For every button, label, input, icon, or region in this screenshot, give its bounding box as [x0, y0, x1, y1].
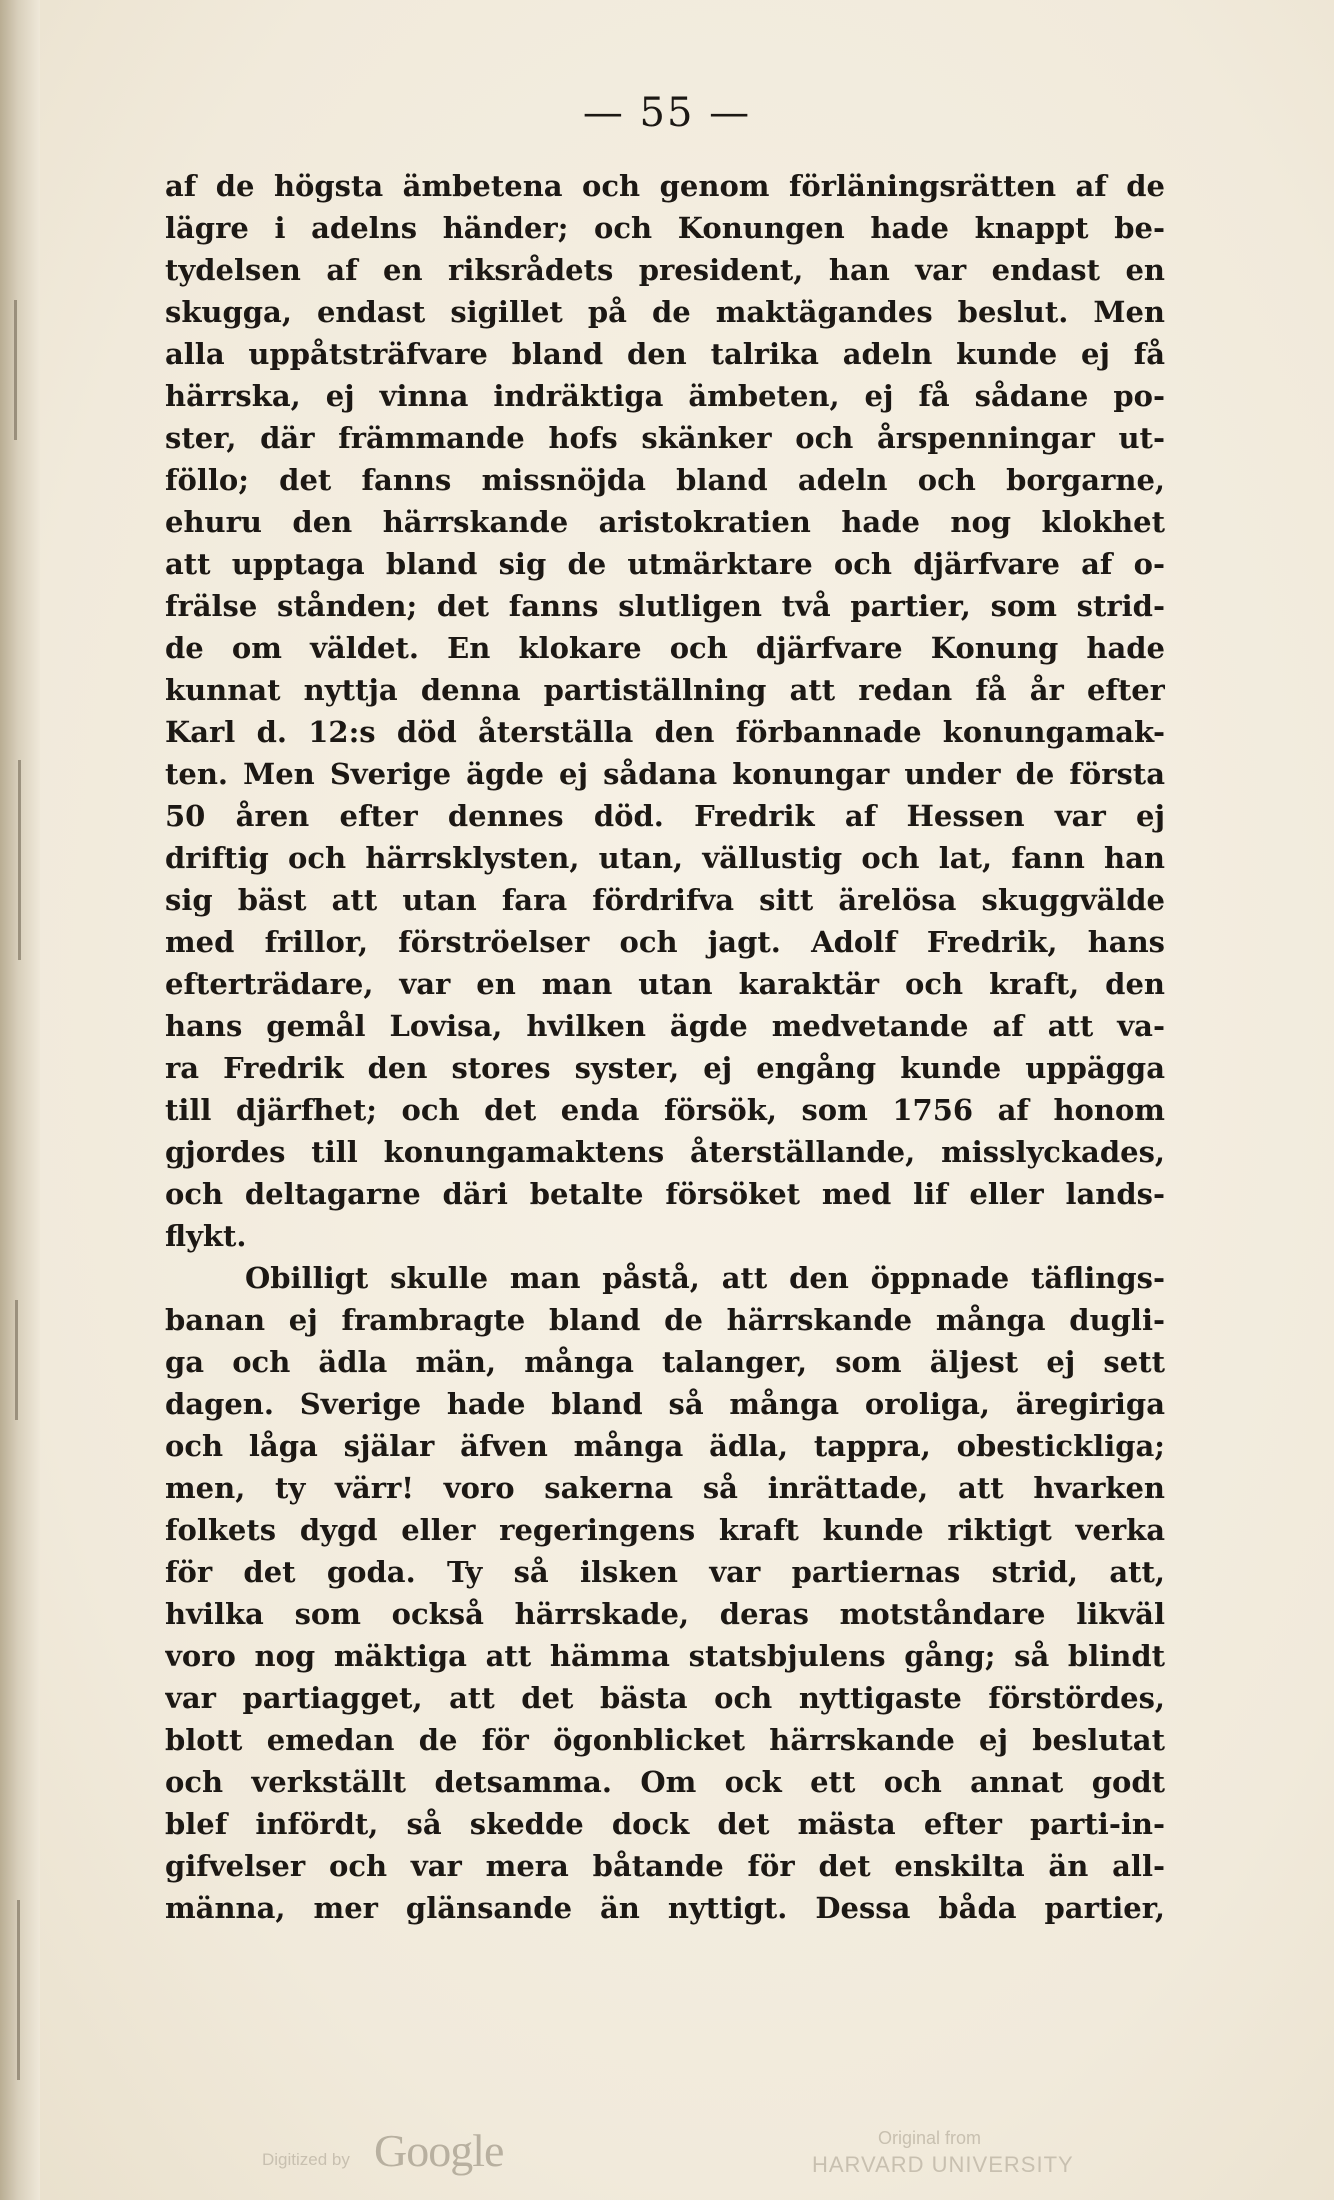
text-line: var partiagget, att det bästa och nyttigaste förstördes,: [165, 1681, 1165, 1715]
paragraph-2: [165, 1257, 1165, 1929]
page-number: — 55 —: [582, 90, 752, 136]
text-line: 50 åren efter dennes död. Fredrik af Hessen var ej: [165, 799, 1165, 833]
text-line: de om väldet. En klokare och djärfvare Konung hade: [165, 631, 1165, 665]
text-line: hvilka som också härrskade, deras motståndare likväl: [165, 1597, 1165, 1631]
text-line: härrska, ej vinna indräktiga ämbeten, ej få sådane po-: [165, 379, 1165, 413]
text-line: frälse stånden; det fanns slutligen två partier, som strid-: [165, 589, 1165, 623]
digitization-footer: [0, 2125, 1334, 2188]
text-line: sig bäst att utan fara fördrifva sitt ärelösa skuggvälde: [165, 883, 1165, 917]
text-line: alla uppåtsträfvare bland den talrika adeln kunde ej få: [165, 337, 1165, 371]
text-line: männa, mer glänsande än nyttigt. Dessa båda partier,: [165, 1891, 1165, 1925]
original-from-label: Original from: [878, 2128, 982, 2148]
spine-mark: [17, 1900, 20, 2080]
text-line: Karl d. 12:s död återställa den förbannade konungamak-: [165, 715, 1165, 749]
text-line: ten. Men Sverige ägde ej sådana konungar under de första: [165, 757, 1165, 791]
text-line: driftig och härrsklysten, utan, vällustig och lat, fann han: [165, 841, 1165, 875]
text-line: voro nog mäktiga att hämma statsbjulens gång; så blindt: [165, 1639, 1165, 1673]
text-line: tydelsen af en riksrådets president, han var endast en: [165, 253, 1165, 287]
digitized-by-label: Digitized by: [262, 2150, 350, 2169]
text-line: banan ej frambragte bland de härrskande många dugli-: [165, 1303, 1165, 1337]
text-line: blef infördt, så skedde dock det mästa efter parti-in-: [165, 1807, 1165, 1841]
text-line: ra Fredrik den stores syster, ej engång kunde uppägga: [165, 1051, 1165, 1085]
text-line: ehuru den härrskande aristokratien hade nog klokhet: [165, 505, 1165, 539]
text-line: efterträdare, var en man utan karaktär och kraft, den: [165, 967, 1165, 1001]
spine-mark: [14, 300, 17, 440]
text-line: skugga, endast sigillet på de maktägandes beslut. Men: [165, 295, 1165, 329]
text-line: och verkställt detsamma. Om ock ett och annat godt: [165, 1765, 1165, 1799]
text-line: af de högsta ämbetena och genom förläningsrätten af de: [165, 169, 1165, 203]
harvard-university-label: HARVARD UNIVERSITY: [812, 2152, 1074, 2177]
google-logo: Google: [374, 2125, 504, 2176]
text-line: men, ty värr! voro sakerna så inrättade, att hvarken: [165, 1471, 1165, 1505]
text-line: kunnat nyttja denna partiställning att redan få år efter: [165, 673, 1165, 707]
text-line: Obilligt skulle man påstå, att den öppnade täflings-: [245, 1261, 1165, 1295]
text-line: hans gemål Lovisa, hvilken ägde medvetande af att va-: [165, 1009, 1165, 1043]
spine-mark: [18, 760, 21, 960]
book-spine: [0, 0, 40, 2200]
text-line: med frillor, förströelser och jagt. Adolf Fredrik, hans: [165, 925, 1165, 959]
text-line: föllo; det fanns missnöjda bland adeln och borgarne,: [165, 463, 1165, 497]
spine-mark: [15, 1300, 18, 1420]
body-text: [165, 165, 1165, 1929]
paragraph-1: [165, 165, 1165, 1257]
text-line: folkets dygd eller regeringens kraft kunde riktigt verka: [165, 1513, 1165, 1547]
text-line: blott emedan de för ögonblicket härrskande ej beslutat: [165, 1723, 1165, 1757]
text-line: flykt.: [165, 1219, 247, 1253]
text-line: att upptaga bland sig de utmärktare och djärfvare af o-: [165, 547, 1165, 581]
text-line: för det goda. Ty så ilsken var partiernas strid, att,: [165, 1555, 1165, 1589]
text-line: till djärfhet; och det enda försök, som 1756 af honom: [165, 1093, 1165, 1127]
text-line: ster, där främmande hofs skänker och årspenningar ut-: [165, 421, 1165, 455]
text-line: lägre i adelns händer; och Konungen hade knappt be-: [165, 211, 1165, 245]
text-line: gjordes till konungamaktens återställande, misslyckades,: [165, 1135, 1165, 1169]
text-line: ga och ädla män, många talanger, som äljest ej sett: [165, 1345, 1165, 1379]
text-line: och deltagarne däri betalte försöket med lif eller lands-: [165, 1177, 1165, 1211]
text-line: gifvelser och var mera båtande för det enskilta än all-: [165, 1849, 1165, 1883]
text-line: och låga själar äfven många ädla, tappra, obestickliga;: [165, 1429, 1165, 1463]
text-line: dagen. Sverige hade bland så många oroliga, äregiriga: [165, 1387, 1165, 1421]
